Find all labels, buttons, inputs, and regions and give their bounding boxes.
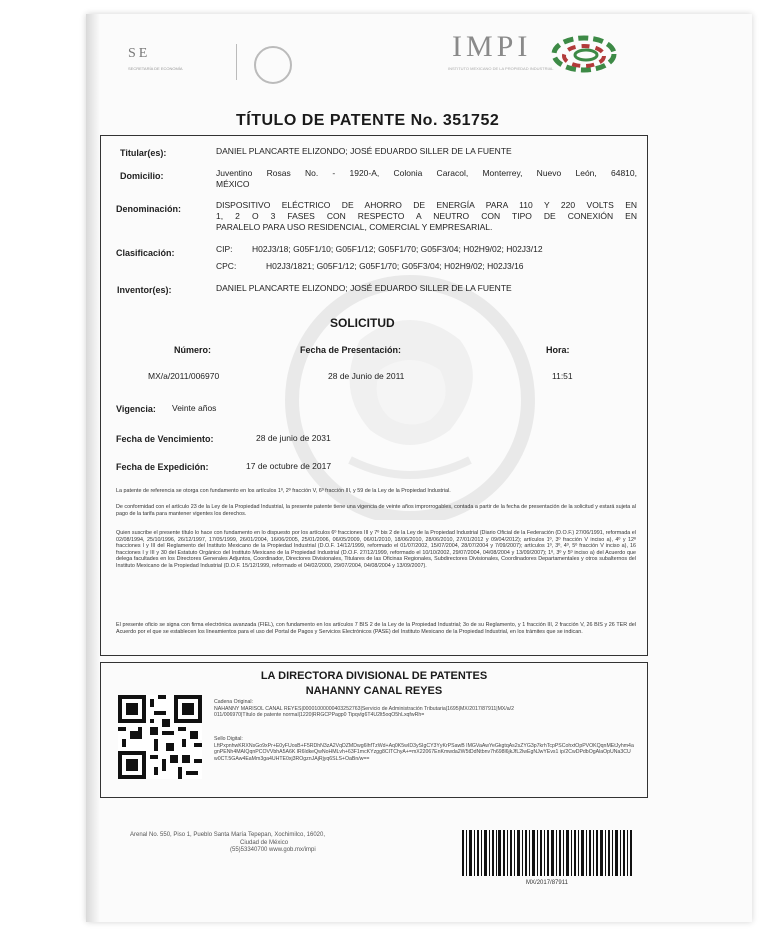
barcode-number: MX/2017/87911 [526, 880, 568, 886]
impi-swirl-icon [548, 30, 620, 82]
denominacion-label: Denominación: [116, 204, 182, 214]
titular-value: DANIEL PLANCARTE ELIZONDO; JOSÉ EDUARDO SILLER DE LA FUENTE [216, 146, 512, 156]
legal-paragraph-2: De conformidad con el artículo 23 de la Ley de la Propiedad Industrial, la presente patente tiene una vigencia de veinte años improrrogables, contada a partir de la fecha de presentación de la solicitud y estará sujeta al pago de la tarifa para mantener vigentes los derechos. [116, 504, 636, 517]
fecha-presentacion-value: 28 de Junio de 2011 [328, 371, 405, 381]
barcode-icon [462, 830, 632, 876]
address-line-1: Arenal No. 550, Piso 1, Pueblo Santa María Tepepan, Xochimilco, 16020, [130, 832, 326, 838]
domicilio-line-2: MÉXICO [216, 179, 250, 189]
address-line-2: Ciudad de México [240, 839, 289, 846]
numero-value: MX/a/2011/006970 [148, 371, 220, 381]
domicilio-line-1: Juventino Rosas No. - 1920-A, Colonia Caracol, Monterrey, Nuevo León, 64810, [216, 168, 637, 178]
cip-value: H02J3/18; G05F1/10; G05F1/12; G05F1/70; G05F3/04; H02H9/02; H02J3/12 [252, 244, 543, 254]
signature-name: NAHANNY CANAL REYES [305, 685, 443, 697]
solicitud-title: SOLICITUD [330, 316, 395, 330]
clasificacion-label: Clasificación: [116, 248, 175, 258]
legal-paragraph-4: El presente oficio se signa con firma electrónica avanzada (FIEL), con fundamento en los artículos 7 BIS 2 de la Ley de la Propiedad Industrial; 3o de su Reglamento, y 1 fracción III, 2 fracción V, 26 BIS y 26 TER del Acuerdo por el que se establecen los lineamientos para el uso del Portal de Pagos y Servicios Electrónicos (PASE) del Instituto Mexicano de la Propiedad Industrial, en los trámites que se indican. [116, 622, 636, 635]
titular-label: Titular(es): [120, 148, 167, 158]
legal-paragraph-1: La patente de referencia se otorga con fundamento en los artículos 1º, 2º fracción V, 6º fracción III, y 59 de la Ley de la Propiedad Industrial. [116, 488, 451, 494]
se-subtitle: SECRETARÍA DE ECONOMÍA [128, 66, 183, 71]
sello-digital-value: LftPxpnhwKRXNsGo9xPr+E0yFUosB+F5RDhN3zA2VqDZMDwg6lhfTzWd+Aq0K5wID3ySIgCY3YyKrPSawB IMGVaAwYeGkgtqAs2sZYG3p7krhTcpPSCohxtOpPVOKQqnMEtJyhm4agnPENh4MAIQqnPCOVVbhA5A6K lR6ldkeQwNoHMLvh+63F1mcKYzgg8CITChyA+=mX22067EnKmwda2W5tDdNtbnv7h698l6jkJfL2lwEgNJwYEvs1 ip/2CwDPdbOgAlaOpUNa3CUw0CT.5GAw4EaMm3ga4UHTE0xj3ROgznJAjRjyq6SLS+OaBn/w== [214, 743, 634, 762]
footer-address [130, 832, 440, 855]
mexico-seal-icon [254, 46, 292, 84]
fecha-presentacion-label: Fecha de Presentación: [300, 345, 402, 355]
inventor-value: DANIEL PLANCARTE ELIZONDO; JOSÉ EDUARDO SILLER DE LA FUENTE [216, 283, 512, 293]
expedicion-value: 17 de octubre de 2017 [246, 461, 332, 471]
cadena-original-label: Cadena Original: [214, 699, 253, 705]
cadena-original-value: NAHANNY MARISOL CANAL REYES|00001000000403252763|Servicio de Administración Tributaria|1695|MX/2017/87911|MX/a/2011/006970|Título de patente normal|1220|RRGCPPagp0 Tipqvlg6T4U2lt5oqO5hLxqfwRh= [214, 706, 514, 719]
vigencia-value: Veinte años [172, 403, 217, 413]
eagle-watermark-icon [240, 260, 580, 520]
cpc-label: CPC: [216, 261, 237, 271]
address-line-3: (55)53340700 www.gob.mx/impi [230, 847, 316, 853]
impi-logo: IMPI [452, 30, 532, 63]
legal-paragraph-3: Quien suscribe el presente título lo hace con fundamento en lo dispuesto por los artículos 6º fracciones III y 7º bis 2 de la Ley de la Propiedad Industrial (Diario Oficial de la Federación (D.O.F.) 27/06/1991, reformada el 02/08/1994, 25/10/1996, 26/12/1997, 17/05/1999, 26/01/2004, 16/06/2005, 25/01/2006, 06/05/2009, 06/01/2010, 18/06/2010, 28/06/2010, 27/01/2012 y 09/04/2012); artículos 1º, 3º fracción V inciso a), 4º y 12º fracciones I y III del Reglamento del Instituto Mexicano de la Propiedad Industrial (D.O.F. 14/12/1999, reformado el 01/07/2002, 15/07/2004, 28/07/2004 y 7/09/2007); artículos 1º, 3º, 4º, 5º fracción V inciso a), 16 fracciones I y III y 30 del Estatuto Orgánico del Instituto Mexicano de la Propiedad Industrial (D.O.F. 27/12/1999, reformado el 10/10/2002, 29/07/2004, 04/08/2004 y 13/09/2007); 1º, 3º y 5º inciso a) del Acuerdo que delega facultades en los Directores Generales Adjuntos, Coordinador, Directores Divisionales, Titulares de las Oficinas Regionales, Subdirectores Divisionales, Coordinadores Departamentales y otros subalternos del Instituto Mexicano de la Propiedad Industrial (D.O.F. 15/12/1999, reformado el 04/02/2000, 29/07/2004, 04/08/2004 y 13/09/2007). [116, 530, 636, 569]
cip-label: CIP: [216, 244, 233, 254]
header-divider [236, 44, 237, 80]
denominacion-line-2: 1, 2 O 3 FASES CON RESPECTO A NEUTRO CON TIPO DE CONEXIÓN EN [216, 211, 637, 221]
denominacion-line-3: PARALELO PARA USO RESIDENCIAL, COMERCIAL Y EMPRESARIAL. [216, 222, 493, 232]
vencimiento-label: Fecha de Vencimiento: [116, 434, 214, 444]
se-logo: SE [128, 46, 151, 61]
patent-title: TÍTULO DE PATENTE No. 351752 [236, 112, 500, 129]
numero-label: Número: [174, 345, 212, 355]
vencimiento-value: 28 de junio de 2031 [256, 433, 331, 443]
sello-digital-label: Sello Digital: [214, 736, 243, 742]
inventor-label: Inventor(es): [117, 285, 172, 295]
impi-subtitle: INSTITUTO MEXICANO DE LA PROPIEDAD INDUSTRIAL [448, 66, 554, 71]
qr-code-icon [118, 695, 202, 779]
vigencia-label: Vigencia: [116, 404, 156, 414]
domicilio-label: Domicilio: [120, 171, 164, 181]
denominacion-line-1: DISPOSITIVO ELÉCTRICO DE AHORRO DE ENERGÍA PARA 110 Y 220 VOLTS EN [216, 200, 637, 210]
hora-label: Hora: [546, 345, 570, 355]
hora-value: 11:51 [552, 371, 573, 381]
cpc-value: H02J3/1821; G05F1/12; G05F1/70; G05F3/04; H02H9/02; H02J3/16 [266, 261, 524, 271]
signature-title: LA DIRECTORA DIVISIONAL DE PATENTES [260, 670, 488, 682]
expedicion-label: Fecha de Expedición: [116, 462, 209, 472]
